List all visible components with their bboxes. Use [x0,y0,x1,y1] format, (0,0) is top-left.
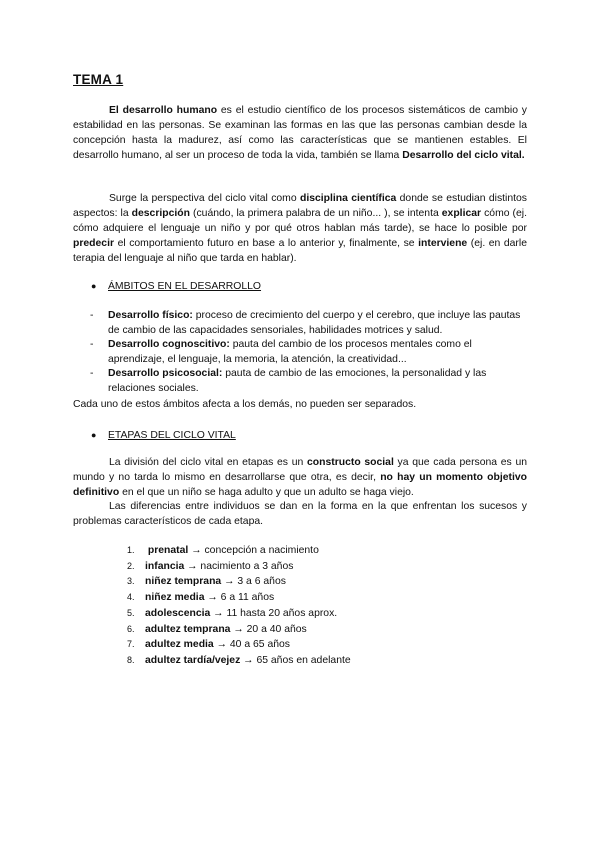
section-heading-etapas: ● ETAPAS DEL CICLO VITAL [91,430,236,441]
domains-note: Cada uno de estos ámbitos afecta a los demás, no pueden ser separados. [73,399,417,410]
stages-diff-paragraph: Las diferencias entre individuos se dan en la forma en la que enfrentan los sucesos y problemas característicos de cada etapa. [73,501,527,527]
perspective-paragraph: Surge la perspectiva del ciclo vital como disciplina científica donde se estudian distintos aspectos: la descripción (cuándo, la primera palabra de un niño... ), se intenta explicar cómo (ej. cómo adquiere el lenguaje un niño y por qué otros hablan más tarde), se hace lo posible por predecir el comportamiento futuro en base a lo anterior y, finalmente, se interviene (ej. en darle terapia del lenguaje al niño que tarda en hablar). [73,193,527,264]
list-item: 5. adolescencia → 11 hasta 20 años aprox. [127,607,338,619]
intro-term-2: Desarrollo del ciclo vital. [402,150,525,161]
bullet-icon: ● [91,281,97,291]
list-item: 7. adultez media → 40 a 65 años [127,639,290,651]
domains-list [90,309,527,397]
list-item: 8. adultez tardía/vejez → 65 años en adelante [127,654,351,666]
bullet-icon: ● [91,430,97,440]
section-heading-ambitos: ● ÁMBITOS EN EL DESARROLLO [91,281,262,292]
list-item: - Desarrollo cognoscitivo: pauta del cambio de los procesos mentales como el aprendizaje, el lenguaje, la memoria, la atención, la creatividad... [90,339,472,365]
page-title: TEMA 1 [73,72,124,87]
stages-list [127,543,351,669]
intro-term: El desarrollo humano [109,105,218,116]
list-item: 2. infancia → nacimiento a 3 años [127,560,294,572]
list-item: 6. adultez temprana → 20 a 40 años [127,623,307,635]
list-item: - Desarrollo psicosocial: pauta de cambio de las emociones, la personalidad y las relaciones sociales. [90,368,487,394]
list-item: 4. niñez media → 6 a 11 años [127,592,275,604]
stages-intro-paragraph: La división del ciclo vital en etapas es un constructo social ya que cada persona es un mundo y no tarda lo mismo en desarrollarse que otra, es decir, no hay un momento objetivo definitivo en el que un niño se haga adulto y que un adulto se haga viejo. [73,457,527,498]
list-item: 3. niñez temprana → 3 a 6 años [127,576,286,588]
list-item: 1. prenatal → concepción a nacimiento [127,545,319,556]
intro-paragraph: El desarrollo humano es el estudio científico de los procesos sistemáticos de cambio y estabilidad en las personas. Se examinan las formas en las que las personas cambian desde la concepción hasta la madurez, así como las características que se mantienen estables. El desarrollo humano, al ser un proceso de toda la vida, también se llama Desarrollo del ciclo vital. [73,105,527,161]
list-item: - Desarrollo físico: proceso de crecimiento del cuerpo y el cerebro, que incluye las pautas de cambio de las capacidades sensoriales, habilidades motrices y salud. [90,310,521,336]
